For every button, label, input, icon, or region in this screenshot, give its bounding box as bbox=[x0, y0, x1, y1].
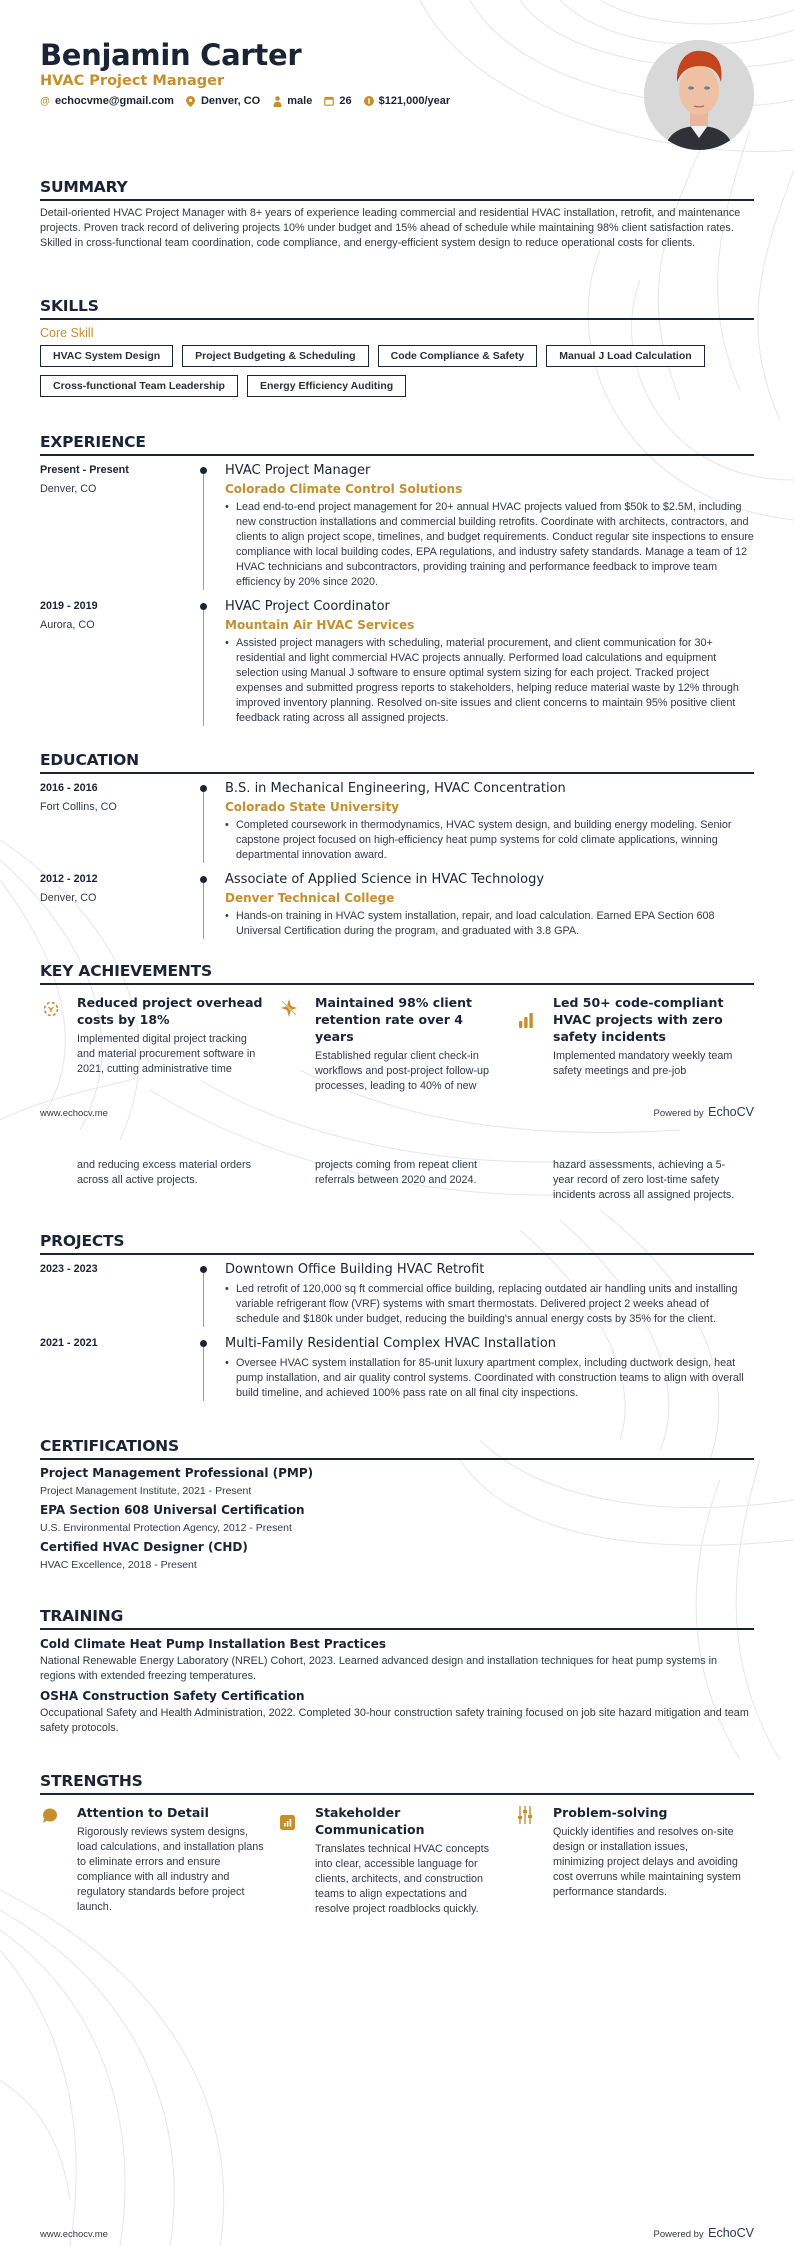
training-item bbox=[40, 1689, 754, 1736]
contact-age bbox=[324, 95, 351, 107]
strength-card-list bbox=[40, 1804, 754, 1917]
training-text: National Renewable Energy Laboratory (NREL) Cohort, 2023. Learned advanced design and installation techniques for heat pump systems in regions with extended freezing temperatures. bbox=[40, 1655, 718, 1682]
entry-organization: Colorado Climate Control Solutions bbox=[225, 482, 463, 496]
certification-title: EPA Section 608 Universal Certification bbox=[40, 1503, 305, 1517]
certification-title: Project Management Professional (PMP) bbox=[40, 1466, 314, 1480]
footer-url-link[interactable]: www.echocv.me bbox=[40, 2229, 108, 2240]
experience-entry bbox=[40, 463, 754, 590]
sparkle-icon bbox=[280, 998, 298, 1018]
certification-issuer: U.S. Environmental Protection Agency, 2012 - Present bbox=[40, 1522, 292, 1534]
training-title: OSHA Construction Safety Certification bbox=[40, 1689, 305, 1703]
project-entry bbox=[40, 1336, 754, 1401]
entry-location: Denver, CO bbox=[40, 892, 97, 904]
timeline-rail bbox=[203, 467, 204, 590]
certification-issuer: HVAC Excellence, 2018 - Present bbox=[40, 1559, 197, 1571]
coin-icon bbox=[364, 96, 374, 106]
strengths-heading: STRENGTHS bbox=[40, 1772, 754, 1795]
achievement-text: Established regular client check-in workflows and post-project follow-up processes, leading to 40% of new bbox=[315, 1050, 490, 1092]
entry-bullet: • Led retrofit of 120,000 sq ft commercial office building, replacing outdated air handling units and installing variable refrigerant flow (VRF) systems with smart thermostats. Delivered project 2 weeks ahead of schedule and $180k under budget, reducing the building's annual energy costs by 35% for the client. bbox=[225, 1283, 738, 1325]
strengths-section bbox=[40, 1772, 754, 1917]
skill-chip-list bbox=[40, 345, 754, 397]
at-icon: @ bbox=[40, 95, 50, 107]
bar-chart-icon bbox=[518, 1012, 534, 1028]
entry-organization: Colorado State University bbox=[225, 800, 400, 814]
entry-location: Fort Collins, CO bbox=[40, 801, 117, 813]
achievement-title: Maintained 98% client retention rate over 4 years bbox=[315, 995, 473, 1044]
achievements-continued bbox=[40, 1158, 754, 1203]
calendar-icon bbox=[324, 96, 334, 106]
certification-item bbox=[40, 1466, 754, 1497]
speech-bubble-icon bbox=[42, 1808, 58, 1824]
email-text: echocvme@gmail.com bbox=[55, 95, 174, 107]
timeline-rail bbox=[203, 876, 204, 939]
timeline-dot bbox=[200, 876, 207, 883]
education-entry bbox=[40, 872, 754, 939]
entry-date: 2023 - 2023 bbox=[40, 1263, 98, 1275]
entry-bullet: • Hands-on training in HVAC system installation, repair, and load calculation. Earned EPA Section 608 Universal Certification during the program, and graduated with 3.8 GPA. bbox=[225, 910, 715, 937]
achievement-text-continued: and reducing excess material orders across all active projects. bbox=[77, 1159, 252, 1186]
map-pin-icon bbox=[186, 96, 196, 107]
experience-section bbox=[40, 433, 754, 726]
salary-text: $121,000/year bbox=[378, 95, 451, 107]
chart-box-icon bbox=[280, 1815, 295, 1830]
strength-card bbox=[40, 1804, 278, 1917]
certification-issuer: Project Management Institute, 2021 - Present bbox=[40, 1485, 252, 1497]
contact-email[interactable] bbox=[40, 95, 174, 107]
certification-item bbox=[40, 1503, 754, 1534]
age-text: 26 bbox=[339, 95, 352, 107]
education-entry bbox=[40, 781, 754, 863]
strength-card bbox=[278, 1804, 516, 1917]
target-icon bbox=[42, 1000, 60, 1018]
skill-chip: Manual J Load Calculation bbox=[546, 345, 704, 367]
timeline-dot bbox=[200, 1266, 207, 1273]
strength-title: Stakeholder Communication bbox=[315, 1805, 425, 1837]
location-text: Denver, CO bbox=[200, 95, 261, 107]
entry-date: Present - Present bbox=[40, 464, 129, 476]
certification-item bbox=[40, 1540, 754, 1571]
strength-text: Translates technical HVAC concepts into clear, accessible language for clients, architects, and construction teams to align expectations and resolve project roadblocks quickly. bbox=[315, 1843, 490, 1915]
contact-info bbox=[40, 95, 450, 107]
candidate-name: Benjamin Carter bbox=[40, 38, 302, 72]
skills-subheading: Core Skill bbox=[40, 326, 94, 340]
achievement-title: Led 50+ code-compliant HVAC projects with zero safety incidents bbox=[553, 995, 724, 1044]
entry-location: Aurora, CO bbox=[40, 619, 95, 631]
summary-text: Detail-oriented HVAC Project Manager with 8+ years of experience leading commercial and residential HVAC installation, retrofit, and maintenance projects. Proven track record of delivering projects 10% under budget and 15% ahead of schedule while maintaining 98% client satisfaction rates. Skilled in cross-functional team coordination, code compliance, and energy-efficient system design to reduce operational costs for clients. bbox=[40, 207, 741, 249]
entry-title: Multi-Family Residential Complex HVAC Installation bbox=[225, 1336, 557, 1351]
skill-chip: Code Compliance & Safety bbox=[378, 345, 538, 367]
timeline-rail bbox=[203, 785, 204, 863]
timeline-rail bbox=[203, 603, 204, 726]
entry-title: HVAC Project Manager bbox=[225, 463, 371, 478]
projects-heading: PROJECTS bbox=[40, 1232, 754, 1255]
timeline-rail bbox=[203, 1340, 204, 1401]
experience-heading: EXPERIENCE bbox=[40, 433, 754, 456]
person-icon bbox=[272, 96, 282, 107]
entry-bullet: • Lead end-to-end project management for 20+ annual HVAC projects valued from $50k to $2.5M, including new construction installations and commercial building retrofits. Coordinate with architects, contractors, and clients to align project scope, timelines, and budget requirements. Conduct regular site inspections to ensure compliance with local building codes, EPA regulations, and industry safety standards. Manage a team of 12 HVAC technicians and subcontractors, providing training and performance feedback to improve team efficiency by 20% since 2020. bbox=[225, 501, 754, 588]
timeline-dot bbox=[200, 467, 207, 474]
strength-title: Attention to Detail bbox=[77, 1805, 209, 1820]
entry-title: HVAC Project Coordinator bbox=[225, 599, 390, 614]
strength-text: Quickly identifies and resolves on-site design or installation issues, minimizing project delays and avoiding cost overruns while maintaining system performance standards. bbox=[553, 1826, 741, 1898]
sliders-icon bbox=[518, 1806, 532, 1824]
entry-location: Denver, CO bbox=[40, 483, 97, 495]
achievements-section bbox=[40, 962, 754, 1094]
achievement-text: Implemented digital project tracking and material procurement software in 2021, cutting administrative time bbox=[77, 1033, 256, 1075]
skills-heading: SKILLS bbox=[40, 297, 754, 320]
achievement-card bbox=[278, 994, 516, 1094]
entry-bullet: • Completed coursework in thermodynamics, HVAC system design, and building energy modeling. Senior capstone project focused on high-efficiency heat pump systems for cold climate applications, winning departmental innovation award. bbox=[225, 819, 732, 861]
entry-organization: Mountain Air HVAC Services bbox=[225, 618, 415, 632]
certification-title: Certified HVAC Designer (CHD) bbox=[40, 1540, 248, 1554]
strength-text: Rigorously reviews system designs, load calculations, and installation plans to eliminate errors and ensure compliance with all industry and regulatory standards before project launch. bbox=[77, 1826, 264, 1913]
footer-powered: Powered by EchoCV bbox=[653, 2226, 754, 2240]
footer-brand: EchoCV bbox=[708, 1105, 754, 1119]
training-heading: TRAINING bbox=[40, 1607, 754, 1630]
footer-brand: EchoCV bbox=[708, 2226, 754, 2240]
entry-date: 2021 - 2021 bbox=[40, 1337, 98, 1349]
contact-location bbox=[186, 95, 260, 107]
skill-chip: Cross-functional Team Leadership bbox=[40, 375, 238, 397]
certifications-section bbox=[40, 1437, 754, 1571]
certifications-heading: CERTIFICATIONS bbox=[40, 1437, 754, 1460]
summary-section bbox=[40, 178, 754, 251]
page-footer bbox=[40, 2224, 754, 2242]
experience-entry bbox=[40, 599, 754, 726]
contact-gender bbox=[272, 95, 312, 107]
timeline-dot bbox=[200, 603, 207, 610]
strength-title: Problem-solving bbox=[553, 1805, 668, 1820]
achievement-text-continued: hazard assessments, achieving a 5-year record of zero lost-time safety incidents across all assigned projects. bbox=[553, 1159, 735, 1201]
skill-chip: Energy Efficiency Auditing bbox=[247, 375, 406, 397]
education-heading: EDUCATION bbox=[40, 751, 754, 774]
skill-chip: HVAC System Design bbox=[40, 345, 173, 367]
entry-date: 2019 - 2019 bbox=[40, 600, 98, 612]
entry-bullet: • Assisted project managers with scheduling, material procurement, and client communication for 30+ residential and light commercial HVAC projects annually. Performed load calculations and equipment selection using Manual J software to ensure optimal system sizing for each project. Tracked project expenses and submitted progress reports to stakeholders, helping reduce material waste by 12% through improved inventory planning. Resolved on-site issues and client concerns to maintain 95% positive client feedback rating across all assigned projects. bbox=[225, 637, 739, 724]
entry-title: Associate of Applied Science in HVAC Technology bbox=[225, 872, 545, 887]
timeline-dot bbox=[200, 785, 207, 792]
achievement-card bbox=[516, 994, 754, 1094]
project-entry bbox=[40, 1262, 754, 1327]
achievements-heading: KEY ACHIEVEMENTS bbox=[40, 962, 754, 985]
entry-title: B.S. in Mechanical Engineering, HVAC Concentration bbox=[225, 781, 566, 796]
training-text: Occupational Safety and Health Administration, 2022. Completed 30-hour construction safety training focused on job site hazard mitigation and team safety protocols. bbox=[40, 1707, 749, 1734]
footer-url-link[interactable]: www.echocv.me bbox=[40, 1108, 108, 1119]
training-section bbox=[40, 1607, 754, 1736]
entry-date: 2012 - 2012 bbox=[40, 873, 98, 885]
training-title: Cold Climate Heat Pump Installation Best Practices bbox=[40, 1637, 387, 1651]
entry-date: 2016 - 2016 bbox=[40, 782, 98, 794]
training-item bbox=[40, 1637, 754, 1684]
gender-text: male bbox=[287, 95, 313, 107]
achievement-title: Reduced project overhead costs by 18% bbox=[77, 995, 263, 1027]
education-section bbox=[40, 751, 754, 939]
entry-title: Downtown Office Building HVAC Retrofit bbox=[225, 1262, 485, 1277]
achievement-card-list bbox=[40, 994, 754, 1094]
strength-card bbox=[516, 1804, 754, 1917]
contact-salary bbox=[364, 95, 451, 107]
entry-bullet: • Oversee HVAC system installation for 85-unit luxury apartment complex, including ductwork design, heat pump installation, and air quality control systems. Coordinated with construction teams to align with overall build timeline, and achieved 100% pass rate on all final city inspections. bbox=[225, 1357, 744, 1399]
projects-section bbox=[40, 1232, 754, 1401]
achievement-card bbox=[40, 994, 278, 1094]
achievement-text-continued: projects coming from repeat client referrals between 2020 and 2024. bbox=[315, 1159, 478, 1186]
entry-organization: Denver Technical College bbox=[225, 891, 395, 905]
timeline-rail bbox=[203, 1266, 204, 1327]
timeline-dot bbox=[200, 1340, 207, 1347]
footer-powered: Powered by EchoCV bbox=[653, 1105, 754, 1119]
skill-chip: Project Budgeting & Scheduling bbox=[182, 345, 368, 367]
candidate-role: HVAC Project Manager bbox=[40, 73, 225, 89]
summary-heading: SUMMARY bbox=[40, 178, 754, 201]
avatar bbox=[644, 40, 754, 150]
page-footer bbox=[40, 1103, 754, 1121]
achievement-text: Implemented mandatory weekly team safety meetings and pre-job bbox=[553, 1050, 733, 1077]
skills-section bbox=[40, 297, 754, 397]
